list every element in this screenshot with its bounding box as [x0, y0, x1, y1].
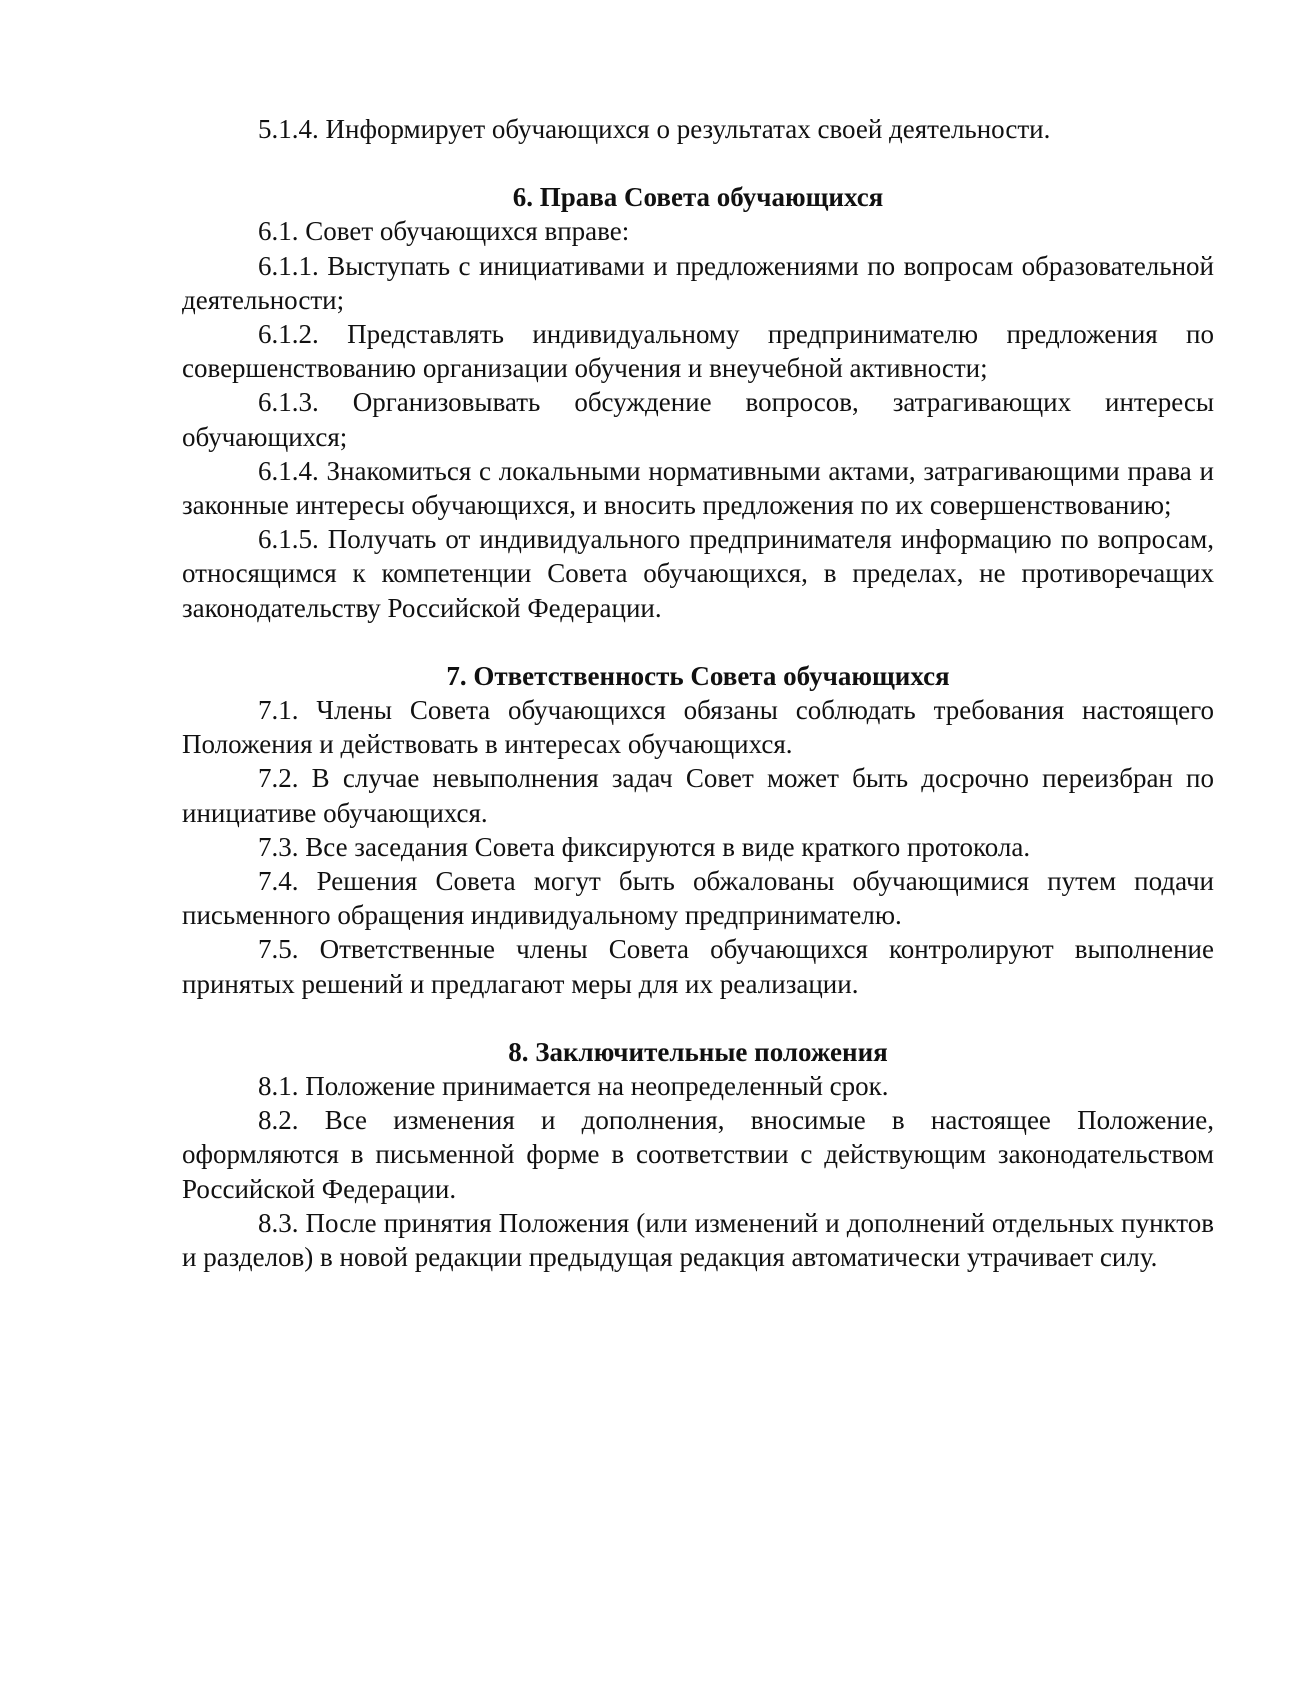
paragraph-7-3: 7.3. Все заседания Совета фиксируются в виде краткого протокола.: [258, 831, 1031, 862]
paragraph-6-1: 6.1. Совет обучающихся вправе:: [258, 216, 630, 247]
section-8: [182, 1035, 1214, 1274]
paragraph-6-1-3: 6.1.3. Организовывать обсуждение вопросов, затрагивающих интересы обучающихся;: [182, 387, 1214, 452]
document-page: [182, 112, 1214, 1274]
paragraph-8-2: 8.2. Все изменения и дополнения, вносимые в настоящее Положение, оформляются в письменной форме в соответствии с действующим законодательством Российской Федерации.: [182, 1105, 1214, 1204]
section-gap: [182, 1001, 1214, 1035]
paragraph-8-3: 8.3. После принятия Положения (или изменений и дополнений отдельных пунктов и разделов) в новой редакции предыдущая редакция автоматически утрачивает силу.: [182, 1207, 1214, 1273]
section-heading-7: 7. Ответственность Совета обучающихся: [446, 660, 950, 691]
paragraph-6-1-5: 6.1.5. Получать от индивидуального предпринимателя информацию по вопросам, относящимся к компетенции Совета обучающихся, в пределах, не противоречащих законодательству Российской Федерации.: [182, 524, 1214, 623]
paragraph-7-5: 7.5. Ответственные члены Совета обучающихся контролируют выполнение принятых решений и предлагают меры для их реализации.: [182, 934, 1214, 999]
section-heading-8: 8. Заключительные положения: [508, 1036, 888, 1067]
paragraph-8-1: 8.1. Положение принимается на неопределенный срок.: [258, 1071, 889, 1102]
paragraph-7-2: 7.2. В случае невыполнения задач Совет может быть досрочно переизбран по инициативе обучающихся.: [182, 763, 1214, 828]
section-6: [182, 180, 1214, 625]
section-heading-6: 6. Права Совета обучающихся: [512, 182, 884, 213]
paragraph-7-1: 7.1. Члены Совета обучающихся обязаны соблюдать требования настоящего Положения и действовать в интересах обучающихся.: [182, 695, 1214, 760]
paragraph-6-1-1: 6.1.1. Выступать с инициативами и предложениями по вопросам образовательной деятельности;: [182, 250, 1214, 315]
section-gap: [182, 146, 1214, 180]
paragraph-6-1-4: 6.1.4. Знакомиться с локальными нормативными актами, затрагивающими права и законные интересы обучающихся, и вносить предложения по их совершенствованию;: [182, 455, 1214, 521]
paragraph-5-1-4: 5.1.4. Информирует обучающихся о результатах своей деятельности.: [258, 114, 1051, 144]
paragraph-7-4: 7.4. Решения Совета могут быть обжалованы обучающимися путем подачи письменного обращения индивидуальному предпринимателю.: [182, 866, 1214, 931]
section-gap: [182, 625, 1214, 659]
paragraph-6-1-2: 6.1.2. Представлять индивидуальному предпринимателю предложения по совершенствованию организации обучения и внеучебной активности;: [182, 319, 1214, 384]
section-7: [182, 659, 1214, 1001]
